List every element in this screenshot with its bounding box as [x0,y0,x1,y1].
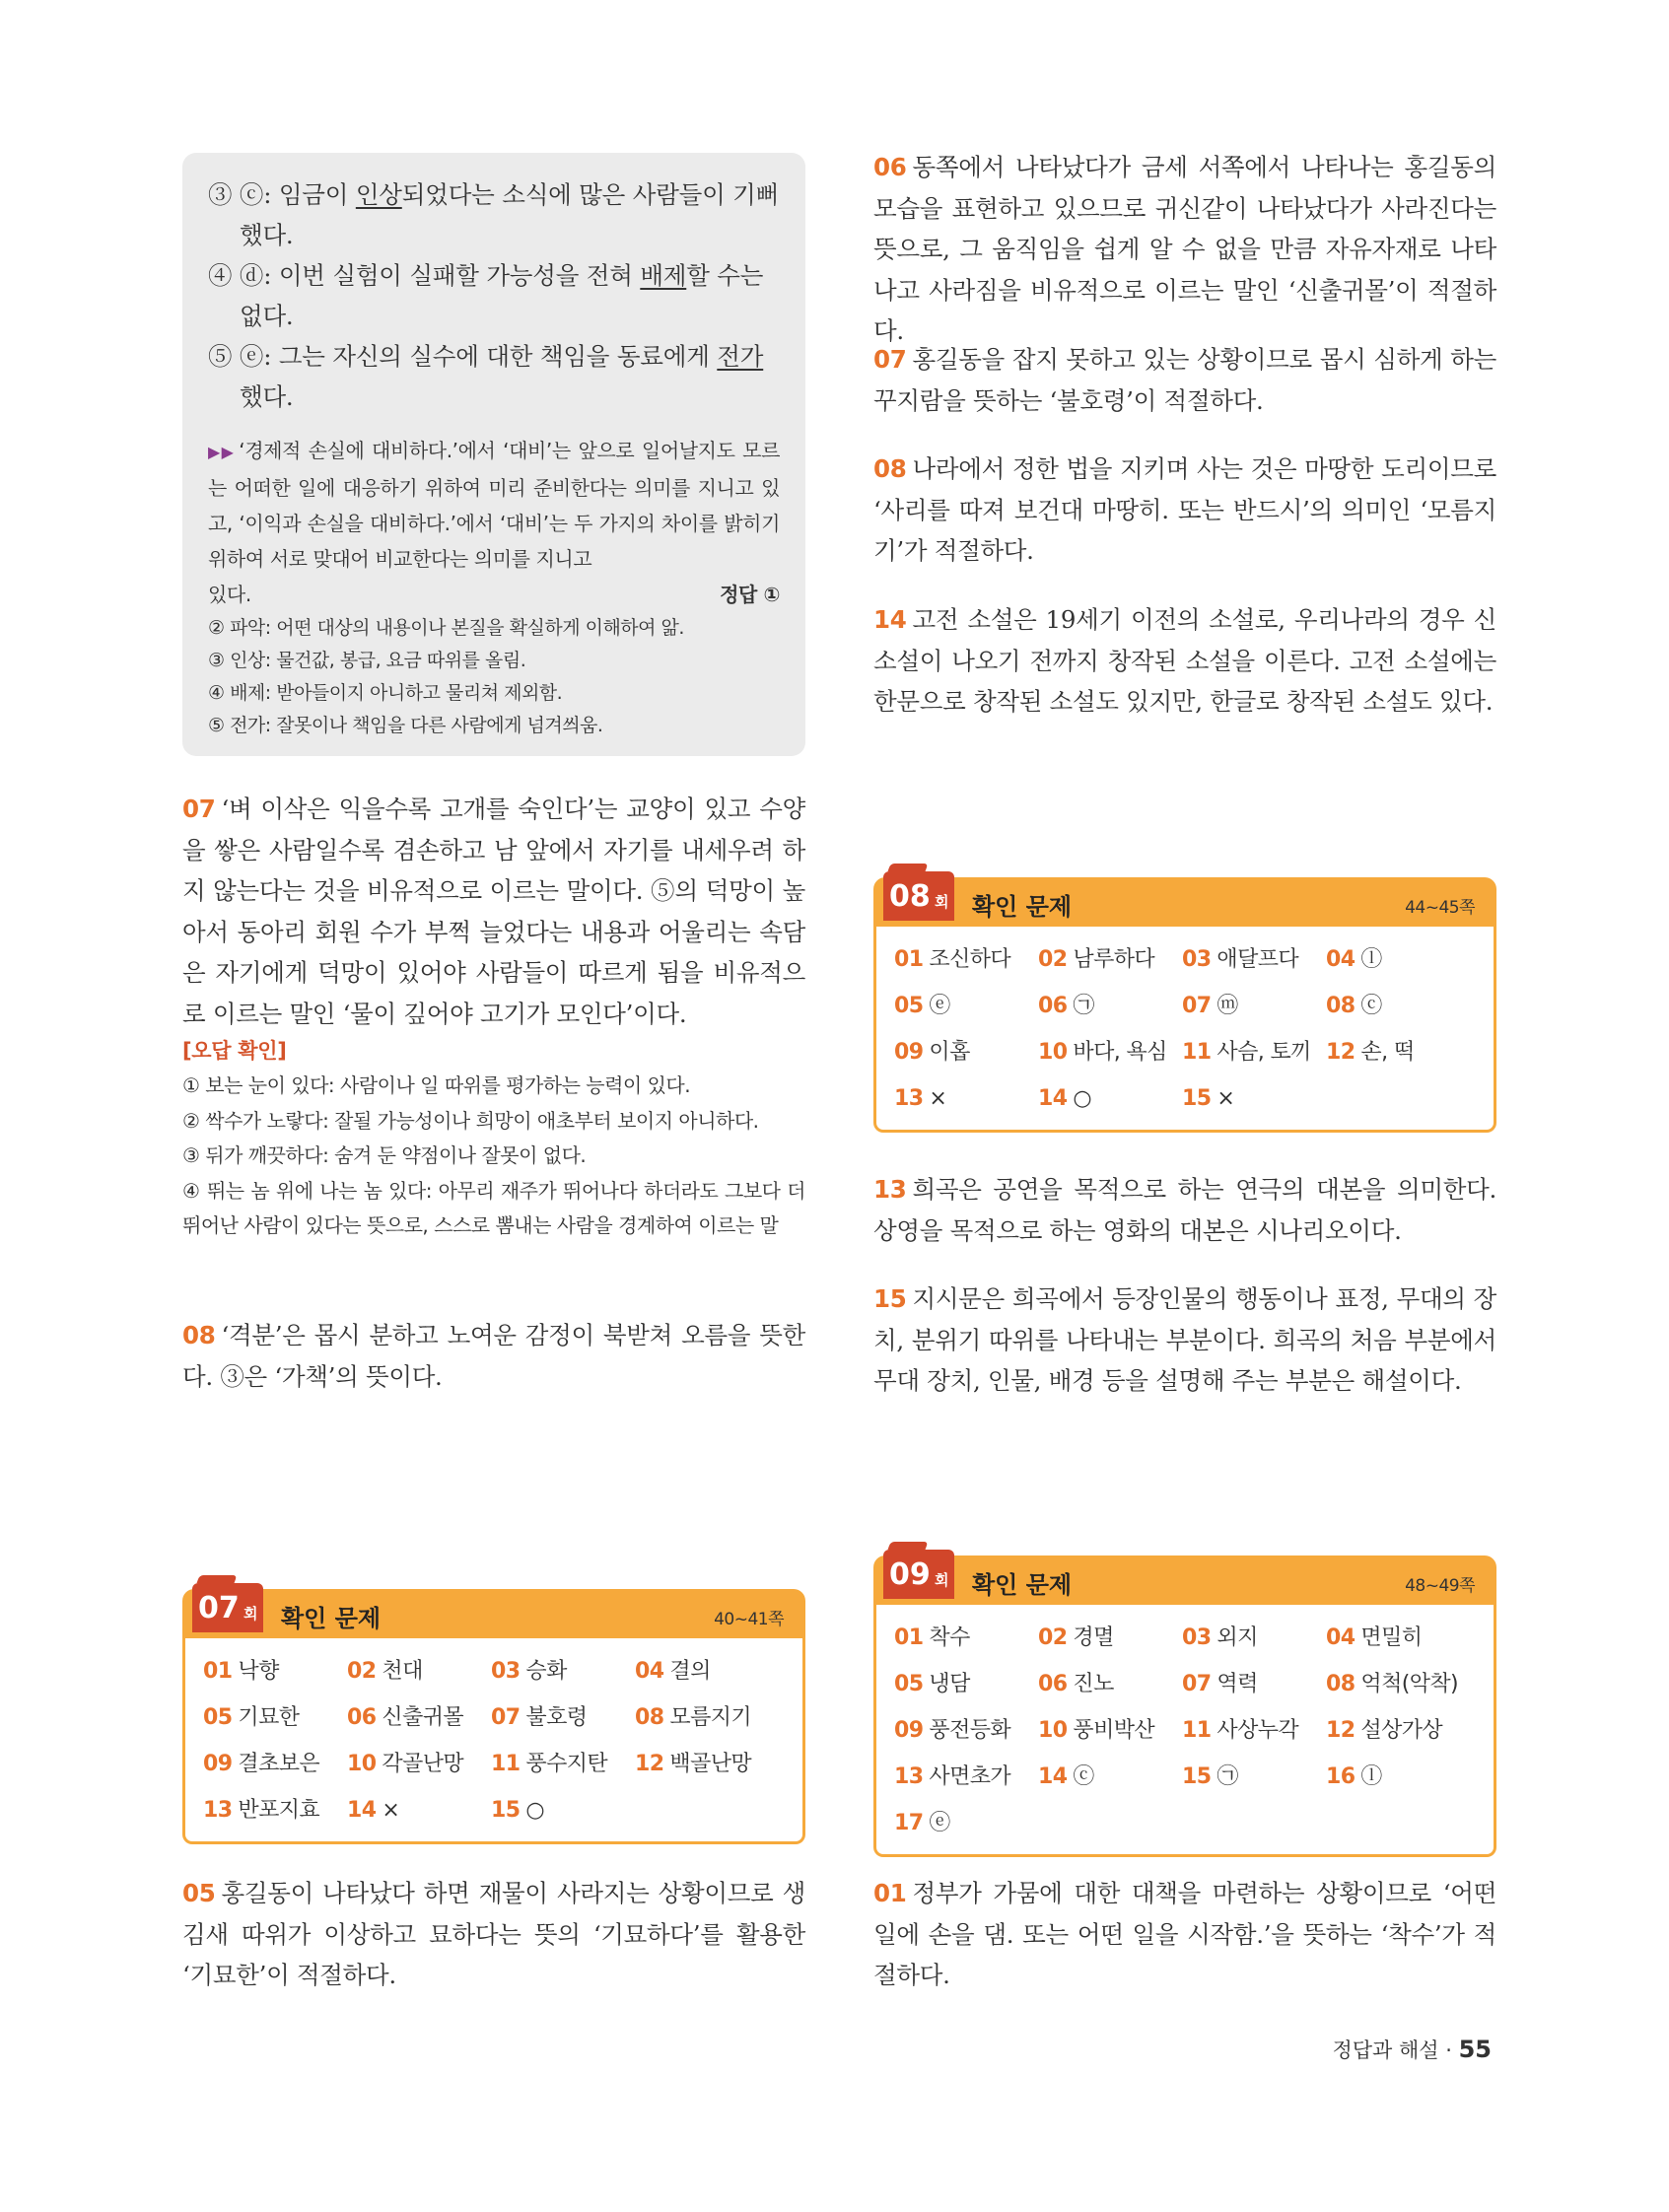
glossary-item: ⑤ 전가: 잘못이나 책임을 다른 사람에게 넘겨씌움. [208,715,603,736]
wrong-item: ③ 뒤가 깨끗하다: 숨겨 둔 약점이나 잘못이 없다. [182,1143,587,1167]
quiz-answer-item: 11 풍수지탄 [491,1752,608,1776]
option-4: ④ ⓓ: 이번 실험이 실패할 가능성을 전혀 배제할 수는 없다. [208,261,764,330]
quiz-answers [873,1605,1496,1857]
option-3: ③ ⓒ: 임금이 인상되었다는 소식에 많은 사람들이 기뻐했다. [208,180,780,249]
quiz-header [873,877,1496,927]
explanation-08-right: 08 나라에서 정한 법을 지키며 사는 것은 마땅한 도리이므로 ‘사리를 따져 보건대 마땅히. 또는 반드시’의 의미인 ‘모름지기’가 적절하다. [873,454,1496,565]
quiz-answer-item: 02 천대 [347,1659,423,1684]
quiz-answer-item: 16 ⓛ [1326,1764,1382,1789]
quiz-answer-item: 09 풍전등화 [894,1718,1011,1743]
quiz-box-08 [873,877,1496,1133]
quiz-answer-item: 17 ⓔ [894,1811,950,1835]
quiz-answer-item: 11 사슴, 토끼 [1182,1040,1311,1065]
quiz-answer-item: 09 이홉 [894,1040,970,1065]
answer-label: 정답 ① [720,583,780,606]
quiz-title: 확인 문제 [972,1571,1073,1599]
quiz-answer-item: 13 반포지효 [203,1798,320,1823]
session-tag: 09 회 [883,1550,954,1599]
quiz-answer-item: 03 외지 [1182,1625,1258,1650]
explanation-text: ▶▶ ‘경제적 손실에 대비하다.’에서 ‘대비’는 앞으로 일어날지도 모르는 어떠한 일에 대응하기 위하여 미리 준비한다는 의미를 지니고 있고, ‘이익과 손실을 대비하다.’에서 ‘대비’는 두 가지의 차이를 밝히기 위하여 서로 맞대어 비교한다는 의미를 지니고 있다. 정답 ① [208,433,780,612]
quiz-answer-item: 01 조신하다 [894,947,1011,972]
session-tag: 07 회 [192,1583,263,1632]
explanation-07-right: 07 홍길동을 잡지 못하고 있는 상황이므로 몹시 심하게 하는 꾸지람을 뜻하는 ‘불호령’이 적절하다. [873,345,1496,415]
quiz-answer-item: 01 착수 [894,1625,970,1650]
quiz-box-07 [182,1589,805,1844]
quiz-answer-item: 04 결의 [635,1659,711,1684]
quiz-pages: 48~49쪽 [1405,1576,1475,1596]
quiz-answer-item: 08 억척(악착) [1326,1672,1458,1696]
quiz-answer-item: 01 낙향 [203,1659,279,1684]
wrong-item: ④ 뛰는 놈 위에 나는 놈 있다: 아무리 재주가 뛰어나다 하더라도 그보다 더 뛰어난 사람이 있다는 뜻으로, 스스로 뽐내는 사람을 경계하여 이르는 말 [182,1178,805,1237]
quiz-answer-item: 05 냉담 [894,1672,970,1696]
quiz-answer-item: 15 ㉠ [1182,1764,1238,1789]
quiz-answer-item: 12 손, 떡 [1326,1040,1415,1065]
quiz-answer-item: 07 ⓜ [1182,994,1238,1018]
quiz-header [182,1589,805,1638]
quiz-answer-item: 15 ○ [491,1798,545,1823]
quiz-answer-item: 06 ㉠ [1038,994,1094,1018]
quiz-answer-item: 13 사면초가 [894,1764,1011,1789]
quiz-pages: 44~45쪽 [1405,898,1475,918]
explanation-13: 13 희곡은 공연을 목적으로 하는 연극의 대본을 의미한다. 상영을 목적으로 하는 영화의 대본은 시나리오이다. [873,1175,1496,1245]
explanation-06: 06 동쪽에서 나타났다가 금세 서쪽에서 나타나는 홍길동의 모습을 표현하고 있으므로 귀신같이 나타났다가 사라진다는 뜻으로, 그 움직임을 쉽게 알 수 없을 만큼 자유자재로 나타나고 사라짐을 비유적으로 이르는 말인 ‘신출귀몰’이 적절하다. [873,153,1496,345]
quiz-answer-item: 04 ⓛ [1326,947,1382,972]
quiz-answer-item: 13 × [894,1086,947,1111]
wrong-item: ① 보는 눈이 있다: 사람이나 일 따위를 평가하는 능력이 있다. [182,1073,691,1097]
option-5: ⑤ ⓔ: 그는 자신의 실수에 대한 책임을 동료에게 전가했다. [208,342,764,411]
quiz-answer-item: 10 각골난망 [347,1752,464,1776]
quiz-answer-item: 05 ⓔ [894,994,950,1018]
quiz-answer-item: 02 남루하다 [1038,947,1155,972]
quiz-answer-item: 07 불호령 [491,1705,588,1730]
quiz-answer-item: 06 진노 [1038,1672,1114,1696]
quiz-answer-item: 03 승화 [491,1659,567,1684]
explanation-08: 08 ‘격분’은 몹시 분하고 노여운 감정이 북받쳐 오름을 뜻한다. ③은 ‘가책’의 뜻이다. [182,1321,805,1391]
explanation-14: 14 고전 소설은 19세기 이전의 소설로, 우리나라의 경우 신소설이 나오기 전까지 창작된 소설을 이른다. 고전 소설에는 한문으로 창작된 소설도 있지만, 한글로 창작된 소설도 있다. [873,605,1496,716]
page-number: 55 [1458,2036,1492,2063]
quiz-answer-item: 15 × [1182,1086,1235,1111]
quiz-answer-item: 04 면밀히 [1326,1625,1423,1650]
quiz-answers [873,927,1496,1133]
explanation-box [182,153,805,756]
page-footer: 정답과 해설 · 55 [1332,2036,1492,2063]
wrong-answer-label: [오답 확인] [182,1039,287,1063]
quiz-answer-item: 03 애달프다 [1182,947,1299,972]
quiz-answer-item: 14 ○ [1038,1086,1092,1111]
arrow-icon: ▶▶ [208,443,236,461]
glossary-item: ③ 인상: 물건값, 봉급, 요금 따위를 올림. [208,650,526,671]
explanation-01: 01 정부가 가뭄에 대한 대책을 마련하는 상황이므로 ‘어떤 일에 손을 댐. 또는 어떤 일을 시작함.’을 뜻하는 ‘착수’가 적절하다. [873,1879,1496,1989]
explanation-07: 07 ‘벼 이삭은 익을수록 고개를 숙인다’는 교양이 있고 수양을 쌓은 사람일수록 겸손하고 남 앞에서 자기를 내세우려 하지 않는다는 것을 비유적으로 이르는 말이다. ⑤의 덕망이 높아서 동아리 회원 수가 부쩍 늘었다는 내용과 어울리는 속담은 자기에게 덕망이 있어야 사람들이 따르게 됨을 비유적으로 이르는 말인 ‘물이 깊어야 고기가 모인다’이다. [182,795,805,1028]
quiz-answer-item: 14 × [347,1798,400,1823]
quiz-answer-item: 08 모름지기 [635,1705,752,1730]
explanation-05: 05 홍길동이 나타났다 하면 재물이 사라지는 상황이므로 생김새 따위가 이상하고 묘하다는 뜻의 ‘기묘하다’를 활용한 ‘기묘한’이 적절하다. [182,1879,805,1989]
quiz-answer-item: 12 백골난망 [635,1752,752,1776]
quiz-title: 확인 문제 [972,893,1073,921]
quiz-answer-item: 11 사상누각 [1182,1718,1299,1743]
quiz-box-09 [873,1555,1496,1857]
quiz-answer-item: 09 결초보은 [203,1752,320,1776]
quiz-answer-item: 05 기묘한 [203,1705,300,1730]
quiz-pages: 40~41쪽 [714,1610,784,1629]
quiz-answer-item: 07 역력 [1182,1672,1258,1696]
quiz-answer-item: 10 바다, 욕심 [1038,1040,1167,1065]
quiz-answer-item: 02 경멸 [1038,1625,1114,1650]
glossary-item: ④ 배제: 받아들이지 아니하고 물리쳐 제외함. [208,682,563,704]
quiz-answers [182,1638,805,1844]
quiz-answer-item: 10 풍비박산 [1038,1718,1155,1743]
quiz-title: 확인 문제 [281,1605,382,1632]
quiz-answer-item: 06 신출귀몰 [347,1705,464,1730]
quiz-answer-item: 12 설상가상 [1326,1718,1443,1743]
quiz-header [873,1555,1496,1605]
wrong-item: ② 싹수가 노랗다: 잘될 가능성이나 희망이 애초부터 보이지 아니하다. [182,1108,759,1133]
explanation-15: 15 지시문은 희곡에서 등장인물의 행동이나 표정, 무대의 장치, 분위기 따위를 나타내는 부분이다. 희곡의 처음 부분에서 무대 장치, 인물, 배경 등을 설명해 주는 부분은 해설이다. [873,1284,1496,1395]
quiz-answer-item: 08 ⓒ [1326,994,1382,1018]
quiz-answer-item: 14 ⓒ [1038,1764,1094,1789]
wrong-answer-check [182,1033,805,1244]
glossary-item: ② 파악: 어떤 대상의 내용이나 본질을 확실하게 이해하여 앎. [208,617,684,639]
session-tag: 08 회 [883,871,954,921]
